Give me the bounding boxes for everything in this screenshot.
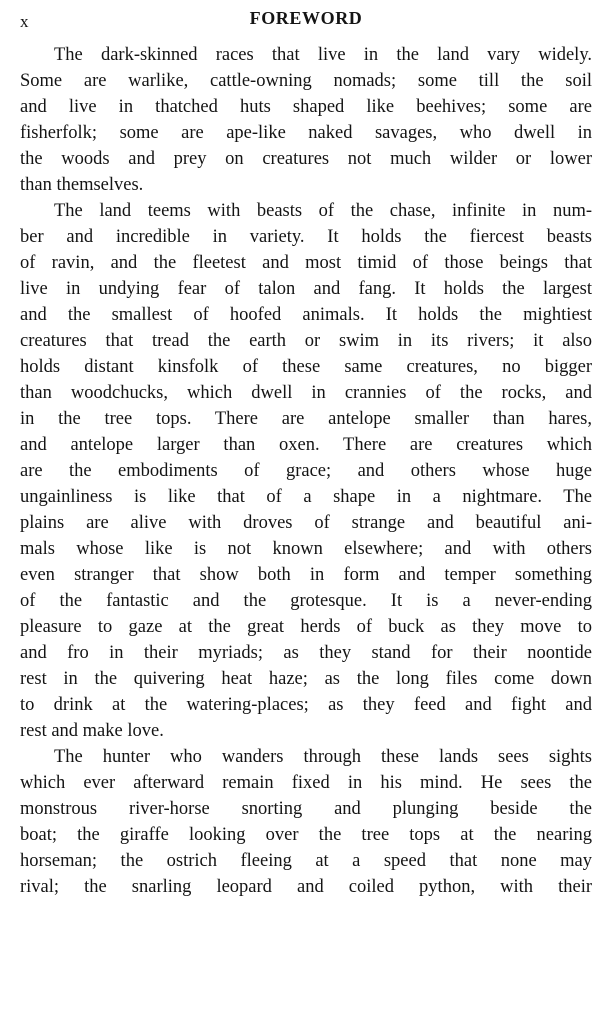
text-line: The hunter who wanders through these lands sees sights: [54, 747, 592, 767]
text-line: mals whose like is not known elsewhere; and with others: [20, 539, 592, 559]
text-line: and live in thatched huts shaped like beehives; some are: [20, 97, 592, 117]
body-text: [20, 42, 592, 900]
page-number: x: [20, 12, 29, 31]
text-line: than themselves.: [20, 175, 144, 195]
text-line: live in undying fear of talon and fang. It holds the largest: [20, 279, 592, 299]
text-line: ungainliness is like that of a shape in a nightmare. The: [20, 487, 592, 507]
text-line: Some are warlike, cattle-owning nomads; some till the soil: [20, 71, 592, 91]
text-line: creatures that tread the earth or swim in its rivers; it also: [20, 331, 592, 351]
text-line: holds distant kinsfolk of these same creatures, no bigger: [20, 357, 592, 377]
text-line: of the fantastic and the grotesque. It is a never-ending: [20, 591, 592, 611]
text-line: are the embodiments of grace; and others whose huge: [20, 461, 592, 481]
text-line: pleasure to gaze at the great herds of buck as they move to: [20, 617, 592, 637]
text-line: The dark-skinned races that live in the land vary widely.: [54, 45, 592, 65]
text-line: boat; the giraffe looking over the tree tops at the nearing: [20, 825, 592, 845]
text-line: rest and make love.: [20, 721, 164, 741]
text-line: to drink at the watering-places; as they feed and fight and: [20, 695, 592, 715]
text-line: and antelope larger than oxen. There are creatures which: [20, 435, 592, 455]
text-line: rival; the snarling leopard and coiled python, with their: [20, 877, 592, 897]
text-line: ber and incredible in variety. It holds the fiercest beasts: [20, 227, 592, 247]
text-line: monstrous river-horse snorting and plunging beside the: [20, 799, 592, 819]
text-line: and the smallest of hoofed animals. It holds the mightiest: [20, 305, 592, 325]
text-line: rest in the quivering heat haze; as the long files come down: [20, 669, 592, 689]
text-line: which ever afterward remain fixed in his mind. He sees the: [20, 773, 592, 793]
chapter-title: FOREWORD: [249, 8, 363, 28]
text-line: than woodchucks, which dwell in crannies of the rocks, and: [20, 383, 592, 403]
paragraph: [20, 744, 592, 900]
paragraph: [20, 42, 592, 198]
text-line: even stranger that show both in form and temper something: [20, 565, 592, 585]
text-line: fisherfolk; some are ape-like naked savages, who dwell in: [20, 123, 592, 143]
text-line: plains are alive with droves of strange and beautiful ani-: [20, 513, 592, 533]
text-line: The land teems with beasts of the chase, infinite in num-: [54, 201, 592, 221]
text-line: horseman; the ostrich fleeing at a speed that none may: [20, 851, 592, 871]
paragraph: [20, 198, 592, 744]
text-line: in the tree tops. There are antelope smaller than hares,: [20, 409, 592, 429]
text-line: the woods and prey on creatures not much wilder or lower: [20, 149, 592, 169]
text-line: and fro in their myriads; as they stand for their noontide: [20, 643, 592, 663]
text-line: of ravin, and the fleetest and most timid of those beings that: [20, 253, 592, 273]
running-head: [20, 6, 592, 42]
